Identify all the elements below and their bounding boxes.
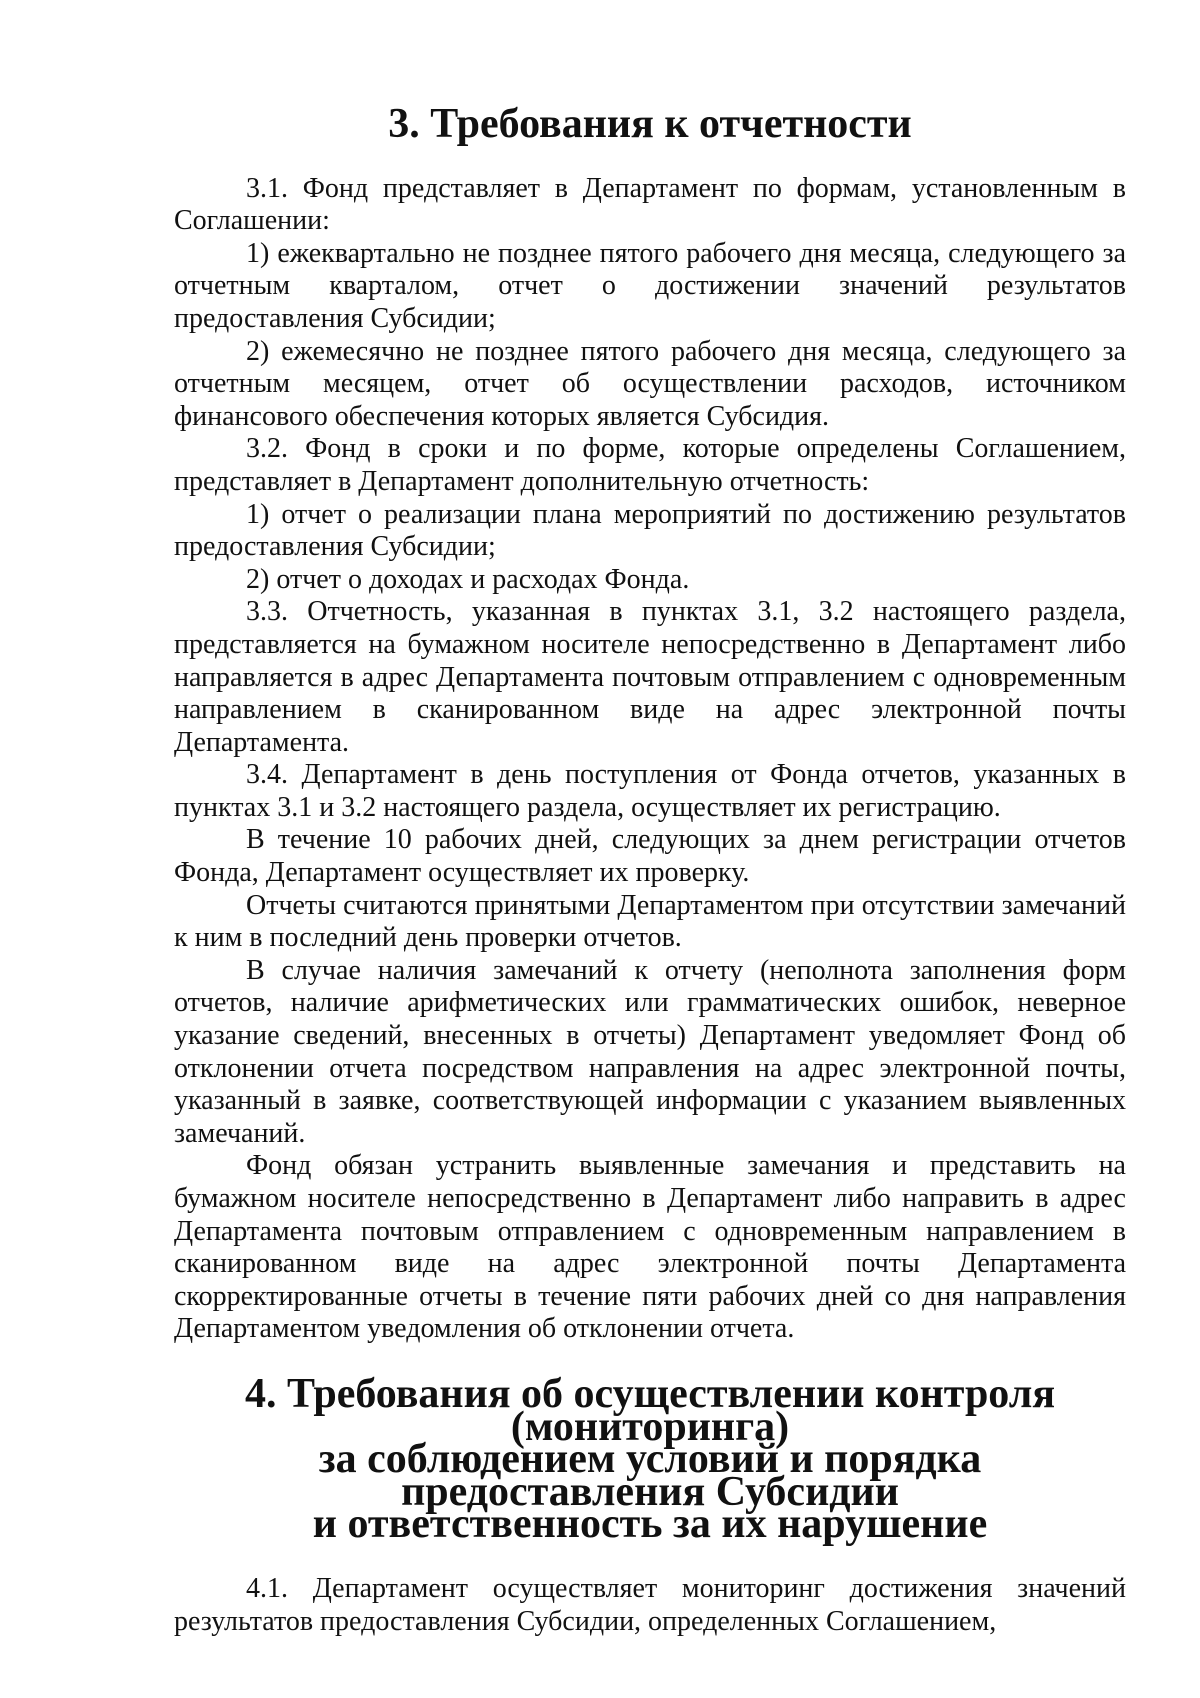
paragraph-3-1-item-1: 1) ежеквартально не позднее пятого рабочего дня месяца, следующего за отчетным кварталом, отчет о достижении значений результатов предоставления Субсидии; [174, 237, 1126, 334]
paragraph-3-4-accepted: Отчеты считаются принятыми Департаментом при отсутствии замечаний к ним в последний день проверки отчетов. [174, 889, 1126, 954]
paragraph-4-1: 4.1. Департамент осуществляет мониторинг достижения значений результатов предоставления Субсидии, определенных Соглашением, [174, 1572, 1126, 1637]
paragraph-3-4-remarks: В случае наличия замечаний к отчету (неполнота заполнения форм отчетов, наличие арифметических или грамматических ошибок, неверное указание сведений, внесенных в отчеты) Департамент уведомляет Фонд об отклонении отчета посредством направления на адрес электронной почты, указанный в заявке, соответствующей информации с указанием выявленных замечаний. [174, 954, 1126, 1149]
paragraph-3-2-item-1: 1) отчет о реализации плана мероприятий по достижению результатов предоставления Субсидии; [174, 498, 1126, 563]
paragraph-3-3: 3.3. Отчетность, указанная в пунктах 3.1, 3.2 настоящего раздела, представляется на бумажном носителе непосредственно в Департамент либо направляется в адрес Департамента почтовым отправлением с одновременным направлением в сканированном виде на адрес электронной почты Департамента. [174, 596, 1126, 758]
paragraph-3-1: 3.1. Фонд представляет в Департамент по формам, установленным в Соглашении: [174, 172, 1126, 237]
document-page [174, 101, 1126, 1638]
paragraph-3-4-review: В течение 10 рабочих дней, следующих за днем регистрации отчетов Фонда, Департамент осуществляет их проверку. [174, 824, 1126, 889]
section-3-title: 3. Требования к отчетности [388, 101, 912, 147]
paragraph-3-1-item-2: 2) ежемесячно не позднее пятого рабочего дня месяца, следующего за отчетным месяцем, отчет об осуществлении расходов, источником финансового обеспечения которых является Субсидия. [174, 335, 1126, 432]
section-4-title [174, 1370, 1126, 1548]
paragraph-3-2-item-2: 2) отчет о доходах и расходах Фонда. [246, 563, 690, 595]
section-4-title-line: 4. Требования об осуществлении контроля (мониторинга) [244, 1370, 1056, 1450]
paragraph-3-4-correction: Фонд обязан устранить выявленные замечания и представить на бумажном носителе непосредственно в Департамент либо направить в адрес Департамента почтовым отправлением с одновременным направлением в сканированном виде на адрес электронной почты Департамента скорректированные отчеты в течение пяти рабочих дней со дня направления Департаментом уведомления об отклонении отчета. [174, 1150, 1126, 1345]
paragraph-3-4: 3.4. Департамент в день поступления от Фонда отчетов, указанных в пунктах 3.1 и 3.2 настоящего раздела, осуществляет их регистрацию. [174, 759, 1126, 823]
section-4-title-line: и ответственность за их нарушение [312, 1501, 988, 1548]
section-4-title-line: за соблюдением условий и порядка предоставления Субсидии [318, 1436, 982, 1515]
paragraph-3-2: 3.2. Фонд в сроки и по форме, которые определены Соглашением, представляет в Департамент дополнительную отчетность: [174, 433, 1126, 497]
